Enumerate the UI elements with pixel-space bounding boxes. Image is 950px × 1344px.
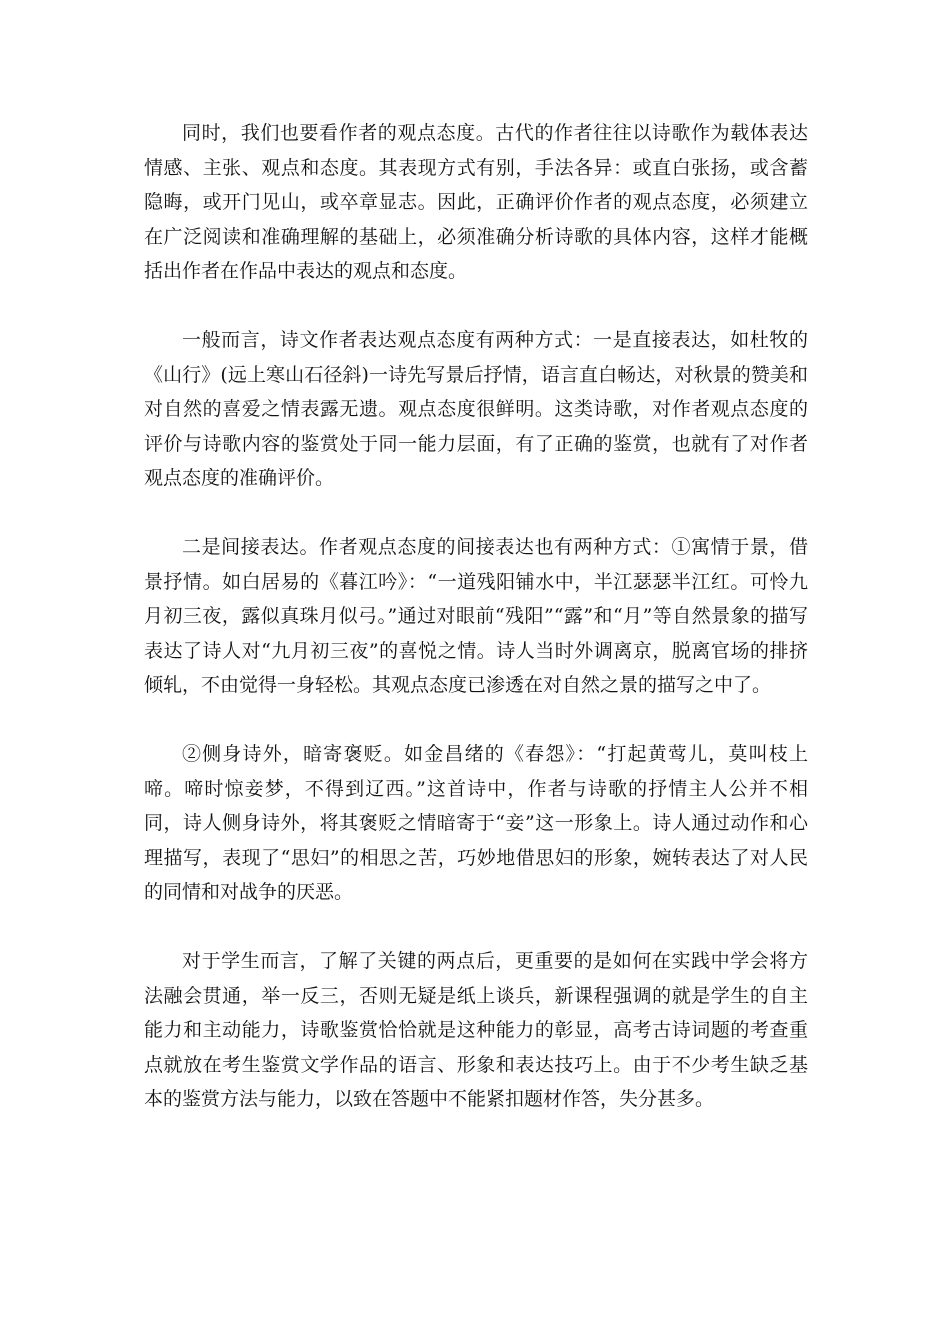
paragraph-viewpoint-intro: 同时，我们也要看作者的观点态度。古代的作者往往以诗歌作为载体表达情感、主张、观点和态度。其表现方式有别，手法各异：或直白张扬，或含蓄隐晦，或开门见山，或卒章显志。因此，正确评价作者的观点态度，必须建立在广泛阅读和准确理解的基础上，必须准确分析诗歌的具体内容，这样才能概括出作者在作品中表达的观点和态度。: [144, 122, 808, 282]
document-page: [144, 116, 808, 1117]
paragraph-students-practice: 对于学生而言，了解了关键的两点后，更重要的是如何在实践中学会将方法融会贯通，举一反三，否则无疑是纸上谈兵，新课程强调的就是学生的自主能力和主动能力，诗歌鉴赏恰恰就是这种能力的彰显，高考古诗词题的考查重点就放在考生鉴赏文学作品的语言、形象和表达技巧上。由于不少考生缺乏基本的鉴赏方法与能力，以致在答题中不能紧扣题材作答，失分甚多。: [144, 950, 808, 1110]
paragraph-direct-expression: 一般而言，诗文作者表达观点态度有两种方式：一是直接表达，如杜牧的《山行》(远上寒山石径斜)一诗先写景后抒情，语言直白畅达，对秋景的赞美和对自然的喜爱之情表露无遗。观点态度很鲜明。这类诗歌，对作者观点态度的评价与诗歌内容的鉴赏处于同一能力层面，有了正确的鉴赏，也就有了对作者观点态度的准确评价。: [144, 329, 808, 489]
paragraph-indirect-expression: 二是间接表达。作者观点态度的间接表达也有两种方式：①寓情于景，借景抒情。如白居易的《暮江吟》：“一道残阳铺水中，半江瑟瑟半江红。可怜九月初三夜，露似真珠月似弓。”通过对眼前“残阳”“露”和“月”等自然景象的描写表达了诗人对“九月初三夜”的喜悦之情。诗人当时外调离京，脱离官场的排挤倾轧，不由觉得一身轻松。其观点态度已渗透在对自然之景的描写之中了。: [144, 536, 808, 696]
paragraph-outside-poem: ②侧身诗外，暗寄褒贬。如金昌绪的《春怨》：“打起黄莺儿，莫叫枝上啼。啼时惊妾梦，不得到辽西。”这首诗中，作者与诗歌的抒情主人公并不相同，诗人侧身诗外，将其褒贬之情暗寄于“妾”这一形象上。诗人通过动作和心理描写，表现了“思妇”的相思之苦，巧妙地借思妇的形象，婉转表达了对人民的同情和对战争的厌恶。: [144, 743, 808, 903]
